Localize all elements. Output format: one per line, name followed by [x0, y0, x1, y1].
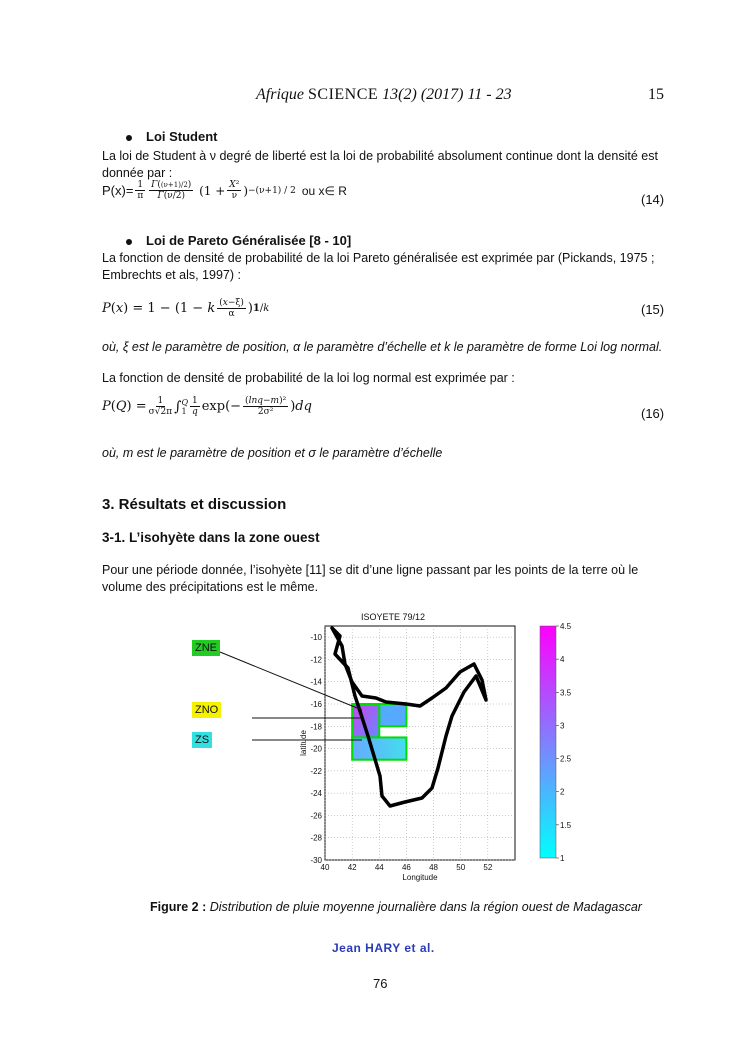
caption-prefix: Figure 2 :: [150, 900, 207, 914]
y-tick-label: -10: [310, 633, 322, 643]
x-tick-label: 52: [483, 863, 493, 872]
pareto-text: La fonction de densité de probabilité de la loi Pareto généralisée est exprimée par (Pickands, 1975 ; Embrechts et als, 1997) :: [102, 251, 655, 282]
label-zne: ZNE: [192, 640, 220, 656]
colorbar-tick-label: 1: [560, 854, 565, 863]
y-tick-label: -20: [310, 744, 322, 754]
bullet-icon: [126, 239, 132, 245]
label-zno: ZNO: [192, 702, 221, 718]
x-tick-label: 46: [401, 863, 411, 872]
footer-page-number: 76: [373, 976, 388, 991]
y-tick-label: -16: [310, 700, 322, 709]
x-tick-label: 40: [320, 863, 330, 872]
header-page-number: 15: [648, 86, 664, 103]
equation-14: P(x)= $\frac{1}{\pi}$ $\frac{\Gamma((\nu+1)/2)}{\Gamma(\nu/2)}$ (1 + $\frac{\text{X²}}{\nu}$ ) −(ν+1) / 2 ou x∈ R: [102, 180, 347, 201]
lognormal-text: La fonction de densité de probabilité de la loi log normal est exprimée par :: [102, 371, 515, 385]
y-tick-label: -24: [310, 789, 322, 799]
y-tick-label: -26: [310, 811, 322, 821]
y-tick-label: -14: [310, 677, 322, 687]
lognormal-note: où, m est le paramètre de position et σ le paramètre d’échelle: [102, 446, 443, 460]
equation-15: P(x) = 1 − (1 − k $\frac{(x-\xi)}{\alpha}$ ) 1/k: [102, 298, 270, 319]
x-tick-label: 48: [429, 863, 439, 872]
subsection-title: 3-1. L’isohyète dans la zone ouest: [102, 530, 320, 545]
equation-16-number: (16): [641, 406, 665, 421]
colorbar-tick-label: 4: [560, 655, 565, 665]
bullet-icon: [126, 135, 132, 141]
y-tick-label: -18: [310, 722, 322, 732]
colorbar-tick-label: 3.5: [560, 688, 572, 698]
plot-title: ISOYETE 79/12: [360, 612, 426, 622]
x-tick-label: 50: [456, 863, 466, 872]
y-axis-label: latitude: [299, 730, 308, 756]
x-axis-label: Longitude: [402, 873, 438, 882]
colorbar-ticks: [556, 622, 572, 863]
equation-15-number: (15): [641, 302, 665, 317]
label-zs: ZS: [192, 732, 212, 748]
student-heading: Loi Student: [126, 129, 218, 144]
colorbar-tick-label: 2: [560, 787, 565, 797]
colorbar-tick-label: 1.5: [560, 820, 572, 830]
pointer-lines: [190, 600, 430, 760]
pareto-note: où, ξ est le paramètre de position, α le paramètre d’échelle et k le paramètre de forme Loi log normal.: [102, 340, 663, 354]
figure-caption: [150, 900, 642, 914]
section-text: Pour une période donnée, l’isohyète [11] se dit d’une ligne passant par les points de la terre où le volume des précipitations est le même.: [102, 563, 639, 594]
colorbar-tick-label: 2.5: [560, 754, 572, 764]
equation-14-number: (14): [641, 192, 665, 207]
caption-text: Distribution de pluie moyenne journalière dans la région ouest de Madagascar: [209, 900, 642, 914]
colorbar-tick-label: 4.5: [560, 622, 572, 631]
pointer-zne: [220, 652, 362, 710]
journal-science: SCIENCE: [308, 86, 379, 103]
journal-header: [256, 86, 512, 104]
y-tick-label: -30: [310, 856, 322, 865]
pareto-heading: Loi de Pareto Généralisée [8 - 10]: [126, 233, 351, 248]
journal-issue: 13(2) (2017) 11 - 23: [382, 86, 512, 103]
student-text: La loi de Student à ν degré de liberté est la loi de probabilité absolument continue dont la densité est donnée par :: [102, 149, 658, 180]
equation-16: P(Q) = $\frac{1}{\sigma√2\pi}$ ∫ Q 1 $\frac{1}{q}$ exp(− $\frac{\text{(lnq−m)²}}{\text{2σ²}}$ )dq: [102, 396, 312, 417]
y-tick-label: -22: [310, 766, 322, 776]
colorbar: [540, 626, 556, 858]
journal-name: Afrique: [256, 86, 304, 103]
equation-14-suffix: ou x∈ R: [301, 183, 347, 198]
colorbar-tick-label: 3: [560, 721, 565, 731]
y-tick-label: -12: [310, 655, 322, 665]
footer-author: Jean HARY et al.: [332, 941, 435, 955]
section-title: 3. Résultats et discussion: [102, 496, 287, 513]
x-tick-label: 44: [374, 863, 384, 872]
x-tick-label: 42: [347, 863, 357, 872]
y-tick-label: -28: [310, 833, 322, 843]
